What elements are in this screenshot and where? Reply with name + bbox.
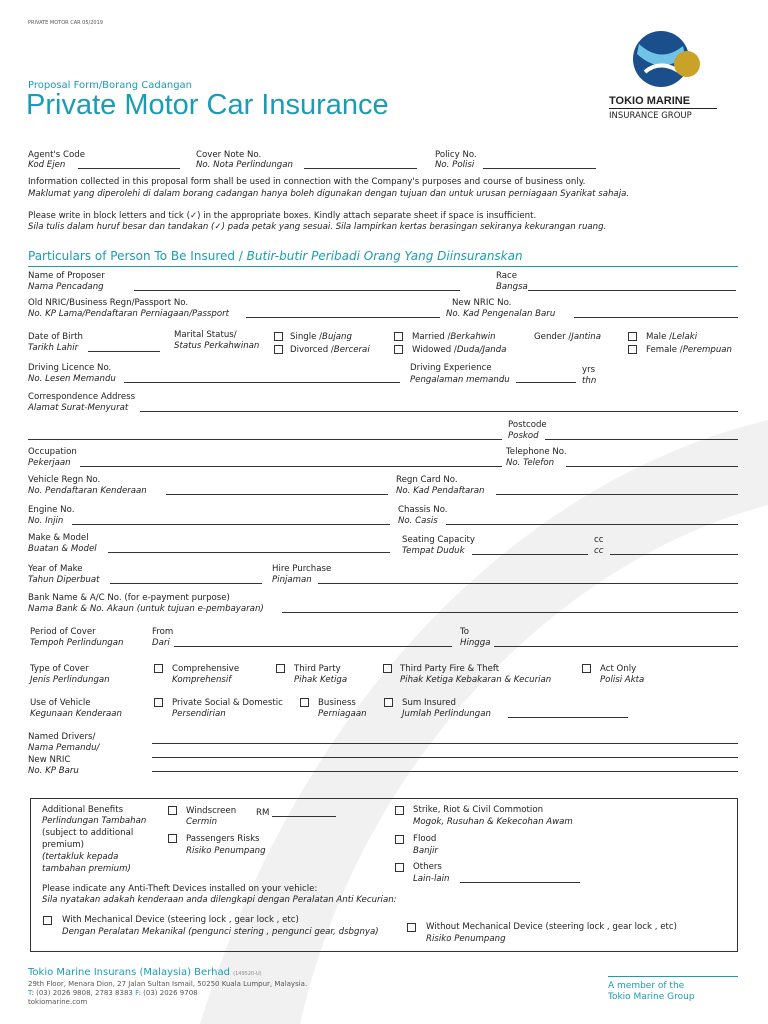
footer-website[interactable]: tokiomarine.com [28,998,88,1006]
section-title [28,249,523,263]
to-label: To [460,627,470,637]
yrs-label-my: thn [582,376,597,386]
single-checkbox[interactable] [274,332,283,341]
tpft-checkbox[interactable] [383,664,392,673]
section-title-my: Butir-butir Peribadi Orang Yang Diinsuranskan [246,249,523,263]
footer-fax: : (03) 2026 9708 [138,989,198,997]
new-nric-label: New NRIC No. [452,298,512,308]
third-party-label-my: Pihak Ketiga [294,675,348,685]
third-party-checkbox[interactable] [276,664,285,673]
single-text-my: Bujang [322,332,352,342]
experience-label: Driving Experience [410,363,492,373]
proposer-label-my: Nama Pencadang [28,282,104,292]
from-label-my: Dari [152,638,170,648]
seating-label: Seating Capacity [402,535,475,545]
to-label-my: Hingga [460,638,491,648]
rm-label: RM [256,808,270,818]
windscreen-amount-field[interactable] [272,816,336,817]
female-text-my: Perempuan [682,345,732,355]
srcc-label: Strike, Riot & Civil Commotion [413,805,544,815]
benefits-sub1: (subject to additional [42,828,134,838]
business-label-my: Perniagaan [318,709,367,719]
address-field-line2[interactable] [28,439,502,440]
divorced-checkbox[interactable] [274,345,283,354]
cc-field[interactable] [610,554,738,555]
telephone-label-my: No. Telefon [506,458,555,468]
gender-label [534,332,601,342]
others-label: Others [413,862,442,872]
address-label: Correspondence Address [28,392,136,402]
bank-label: Bank Name & A/C No. (for e-payment purpose) [28,593,230,603]
married-label [412,332,496,342]
without-mechanical-label-my: Risiko Penumpang [426,934,506,944]
private-use-label: Private Social & Domestic [172,698,283,708]
proposer-label: Name of Proposer [28,271,105,281]
passengers-label-my: Risiko Penumpang [186,846,266,856]
footer-phone: : (03) 2026 9808, 2783 8383 [31,989,133,997]
race-label: Race [496,271,518,281]
male-text-my: Lelaki [671,332,698,342]
srcc-checkbox[interactable] [395,806,404,815]
cc-label: cc [594,535,604,545]
single-text: Single / [290,332,323,342]
licence-label-my: No. Lesen Memandu [28,374,116,384]
section-divider [28,266,738,267]
footer-company-reg: (149520-U) [233,971,262,977]
named-driver-field-1[interactable] [152,743,738,744]
engine-label-my: No. Injin [28,516,64,526]
named-driver-field-3[interactable] [152,771,738,772]
licence-label: Driving Licence No. [28,363,112,373]
old-nric-field[interactable] [246,317,440,318]
comprehensive-checkbox[interactable] [154,664,163,673]
race-field[interactable] [528,290,736,291]
proposer-field[interactable] [134,290,460,291]
female-checkbox[interactable] [628,345,637,354]
licence-field[interactable] [124,382,400,383]
cover-type-label: Type of Cover [30,664,89,674]
srcc-label-my: Mogok, Rusuhan & Kekecohan Awam [413,817,573,827]
agent-code-label: Agent's Code [28,150,86,160]
make-label: Make & Model [28,533,89,543]
male-checkbox[interactable] [628,332,637,341]
make-label-my: Buatan & Model [28,544,97,554]
gender-text-my: Jantina [571,332,602,342]
hire-field[interactable] [318,583,738,584]
experience-label-my: Pengalaman memandu [410,375,510,385]
from-label: From [152,627,174,637]
single-label [290,332,352,342]
flood-label: Flood [413,834,437,844]
marital-label-my: Status Perkahwinan [174,341,260,351]
divorced-text: Divorced / [290,345,334,355]
yrs-label: yrs [582,365,596,375]
engine-field[interactable] [72,524,390,525]
policy-label-my: No. Polisi [435,160,475,170]
agent-code-label-my: Kod Ejen [28,160,66,170]
flood-label-my: Banjir [413,846,438,856]
named-drivers-label-1: Named Drivers/ [28,732,96,742]
without-mechanical-checkbox[interactable] [407,923,416,932]
benefits-sub2: premium) [42,840,85,850]
use-label: Use of Vehicle [30,698,91,708]
year-label: Year of Make [28,564,83,574]
antitheft-label: Please indicate any Anti-Theft Devices installed on your vehicle: [42,884,318,894]
occupation-label: Occupation [28,447,77,457]
bank-field[interactable] [282,612,738,613]
married-text-my: Berkahwin [450,332,496,342]
with-mechanical-label: With Mechanical Device (steering lock , gear lock , etc) [62,915,299,925]
gender-text: Gender / [534,332,572,342]
new-nric-label-my: No. Kad Pengenalan Baru [446,309,556,319]
benefits-title: Additional Benefits [42,805,124,815]
comprehensive-label-my: Komprehensif [172,675,232,685]
footer-company [28,967,262,978]
year-field[interactable] [110,583,262,584]
private-use-checkbox[interactable] [154,698,163,707]
windscreen-label: Windscreen [186,806,237,816]
postcode-field[interactable] [545,439,738,440]
passengers-checkbox[interactable] [168,834,177,843]
benefits-sub2-my: tambahan premium) [42,864,131,874]
cover-note-field[interactable] [304,168,417,169]
notice-write-my: Sila tulis dalam huruf besar dan tandakan (✓) pada petak yang sesuai. Sila lampirkan kertas berasingan sekiranya kekurangan ruang. [28,222,607,232]
vehicle-regn-label: Vehicle Regn No. [28,475,101,485]
male-text: Male / [646,332,672,342]
brand-line2: INSURANCE GROUP [609,111,692,121]
female-label [646,345,732,355]
telephone-field[interactable] [566,466,738,467]
flood-checkbox[interactable] [395,835,404,844]
private-use-label-my: Persendirian [172,709,226,719]
logo-icon [625,24,715,94]
notice-info-my: Maklumat yang diperolehi di dalam borang cadangan hanya boleh digunakan dengan tujuan dan untuk urusan perniagaan Syarikat sahaja. [28,189,630,199]
act-only-label-my: Polisi Akta [600,675,645,685]
occupation-field[interactable] [80,466,502,467]
vehicle-regn-label-my: No. Pendaftaran Kenderaan [28,486,147,496]
married-checkbox[interactable] [394,332,403,341]
regn-card-field[interactable] [496,494,738,495]
postcode-label: Postcode [508,420,547,430]
footer-f-label: F [135,989,139,997]
named-drivers-label-4: No. KP Baru [28,766,79,776]
widowed-checkbox[interactable] [394,345,403,354]
named-drivers-label-2: Nama Pemandu/ [28,743,100,753]
business-checkbox[interactable] [300,698,309,707]
brand-line1: TOKIO MARINE [609,95,691,107]
widowed-text-my: Duda/Janda [456,345,507,355]
others-field[interactable] [460,882,580,883]
section-title-en: Particulars of Person To Be Insured / [28,249,247,263]
widowed-label [412,345,506,355]
tpft-label-my: Pihak Ketiga Kebakaran & Kecurian [400,675,552,685]
footer-divider [608,976,738,977]
dob-label: Date of Birth [28,332,83,342]
agent-code-field[interactable] [78,168,180,169]
page-title: Private Motor Car Insurance [26,89,389,121]
seating-label-my: Tempat Duduk [402,546,465,556]
regn-card-label: Regn Card No. [396,475,458,485]
address-label-my: Alamat Surat-Menyurat [28,403,129,413]
make-field[interactable] [108,552,390,553]
new-nric-field[interactable] [574,317,738,318]
cc-label-my: cc [594,546,604,556]
tokio-marine-logo [625,24,715,94]
dob-label-my: Tarikh Lahir [28,343,79,353]
race-label-my: Bangsa [496,282,528,292]
marital-label: Marital Status/ [174,330,237,340]
chassis-field[interactable] [446,524,738,525]
business-label: Business [318,698,356,708]
telephone-label: Telephone No. [506,447,567,457]
windscreen-label-my: Cermin [186,817,218,827]
chassis-label: Chassis No. [398,505,448,515]
cover-note-label: Cover Note No. [196,150,262,160]
sum-insured-label-my: Jumlah Perlindungan [402,709,491,719]
occupation-label-my: Pekerjaan [28,458,71,468]
sum-insured-field[interactable] [508,717,628,718]
period-label-my: Tempoh Perlindungan [30,638,124,648]
vehicle-regn-field[interactable] [166,494,388,495]
notice-info: Information collected in this proposal form shall be used in connection with the Company's purposes and course of business only. [28,177,586,187]
bank-label-my: Nama Bank & No. Akaun (untuk tujuan e-pembayaran) [28,604,264,614]
female-text: Female / [646,345,683,355]
notice-write: Please write in block letters and tick (✓) in the appropriate boxes. Kindly attach separate sheet if space is insufficient. [28,211,537,221]
without-mechanical-label: Without Mechanical Device (steering lock , gear lock , etc) [426,922,677,932]
with-mechanical-checkbox[interactable] [43,916,52,925]
cover-type-label-my: Jenis Perlindungan [30,675,110,685]
divorced-text-my: Bercerai [333,345,370,355]
seating-field[interactable] [472,554,588,555]
with-mechanical-label-my: Dengan Peralatan Mekanikal (pengunci stering , pengunci gear, dsbgnya) [62,927,379,937]
cover-note-label-my: No. Nota Perlindungan [196,160,293,170]
benefits-title-my: Perlindungan Tambahan [42,816,147,826]
others-checkbox[interactable] [395,863,404,872]
use-label-my: Kegunaan Kenderaan [30,709,122,719]
married-text: Married / [412,332,451,342]
regn-card-label-my: No. Kad Pendaftaran [396,486,485,496]
year-label-my: Tahun Diperbuat [28,575,100,585]
named-drivers-label-3: New NRIC [28,755,71,765]
footer-contact [28,989,198,997]
dob-field[interactable] [88,351,160,352]
old-nric-label: Old NRIC/Business Regn/Passport No. [28,298,189,308]
footer-address: 29th Floor, Menara Dion, 27 Jalan Sultan Ismail, 50250 Kuala Lumpur, Malaysia. [28,980,308,988]
to-field[interactable] [494,646,738,647]
hire-label-my: Pinjaman [272,575,312,585]
divorced-label [290,345,370,355]
from-field[interactable] [174,646,452,647]
named-driver-field-2[interactable] [152,757,738,758]
sum-insured-checkbox[interactable] [384,698,393,707]
policy-label: Policy No. [435,150,477,160]
comprehensive-label: Comprehensive [172,664,240,674]
act-only-label: Act Only [600,664,637,674]
footer-member-2: Tokio Marine Group [608,992,695,1002]
antitheft-label-my: Sila nyatakan adakah kenderaan anda dilengkapi dengan Peralatan Anti Kecurian: [42,895,397,905]
others-label-my: Lain-lain [413,874,450,884]
act-only-checkbox[interactable] [582,664,591,673]
form-code: PRIVATE MOTOR CAR 05/2019 [28,20,103,26]
policy-field[interactable] [483,168,596,169]
footer-member-1: A member of the [608,981,685,991]
widowed-text: Widowed / [412,345,457,355]
benefits-sub1-my: (tertakluk kepada [42,852,119,862]
tpft-label: Third Party Fire & Theft [400,664,500,674]
engine-label: Engine No. [28,505,75,515]
sum-insured-label: Sum Insured [402,698,456,708]
chassis-label-my: No. Casis [398,516,438,526]
postcode-label-my: Poskod [508,431,539,441]
hire-label: Hire Purchase [272,564,332,574]
old-nric-label-my: No. KP Lama/Pendaftaran Perniagaan/Passport [28,309,230,319]
passengers-label: Passengers Risks [186,834,260,844]
period-label: Period of Cover [30,627,96,637]
address-field-line1[interactable] [140,411,738,412]
experience-field[interactable] [516,382,576,383]
windscreen-checkbox[interactable] [168,806,177,815]
footer-t-label: T [28,989,32,997]
third-party-label: Third Party [294,664,341,674]
footer-company-name: Tokio Marine Insurans (Malaysia) Berhad [28,967,230,978]
male-label [646,332,697,342]
form-type: Proposal Form/Borang Cadangan [28,80,193,91]
